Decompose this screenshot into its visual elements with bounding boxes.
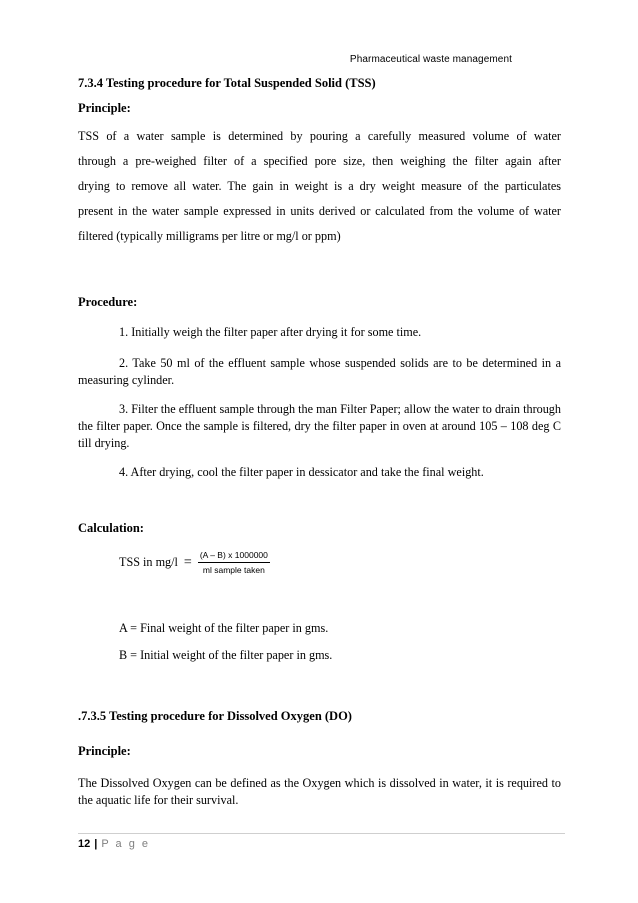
do-principle-label: Principle: <box>78 744 131 758</box>
formula-lhs: TSS in mg/l <box>119 555 178 569</box>
do-principle-paragraph: The Dissolved Oxygen can be defined as the Oxygen which is dissolved in water, it is required to the aquatic life for their survival. <box>78 776 561 807</box>
page-label: P a g e <box>101 838 150 850</box>
procedure-step-2: 2. Take 50 ml of the effluent sample whose suspended solids are to be determined in a measuring cylinder. <box>78 356 561 387</box>
do-heading: .7.3.5 Testing procedure for Dissolved Oxygen (DO) <box>78 709 352 723</box>
definition-b: B = Initial weight of the filter paper in gms. <box>119 648 333 662</box>
procedure-step-3: 3. Filter the effluent sample through the man Filter Paper; allow the water to drain through the filter paper. Once the sample is filtered, dry the filter paper in oven at around 105 – 108 deg C till drying. <box>78 402 561 450</box>
footer-separator: | <box>94 838 98 850</box>
page-content <box>78 74 561 809</box>
tss-principle-label: Principle: <box>78 101 131 115</box>
definition-a: A = Final weight of the filter paper in gms. <box>119 621 329 635</box>
formula-equals: = <box>183 554 192 570</box>
page-number: 12 <box>78 838 91 850</box>
procedure-step-1: 1. Initially weigh the filter paper after drying it for some time. <box>119 325 422 339</box>
formula-denominator: ml sample taken <box>202 565 265 575</box>
principle-line: drying to remove all water. The gain in weight is a dry weight measure of the particulates <box>78 179 561 193</box>
tss-calculation-label: Calculation: <box>78 521 144 535</box>
principle-line: present in the water sample expressed in units derived or calculated from the volume of water <box>78 204 561 218</box>
formula-fraction <box>198 550 270 575</box>
principle-line: filtered (typically milligrams per litre or mg/l or ppm) <box>78 229 341 243</box>
page-footer <box>78 838 150 850</box>
tss-principle-paragraph <box>78 124 561 249</box>
procedure-step-4: 4. After drying, cool the filter paper in dessicator and take the final weight. <box>119 465 484 479</box>
footer-divider <box>78 833 565 834</box>
tss-formula <box>119 550 561 575</box>
tss-procedure-label: Procedure: <box>78 295 138 309</box>
principle-line: TSS of a water sample is determined by pouring a carefully measured volume of water <box>78 129 561 143</box>
principle-line: through a pre-weighed filter of a specified pore size, then weighing the filter again after <box>78 154 561 168</box>
formula-numerator: (A – B) x 1000000 <box>198 550 270 563</box>
tss-heading: 7.3.4 Testing procedure for Total Suspended Solid (TSS) <box>78 76 376 90</box>
running-header: Pharmaceutical waste management <box>349 54 512 65</box>
